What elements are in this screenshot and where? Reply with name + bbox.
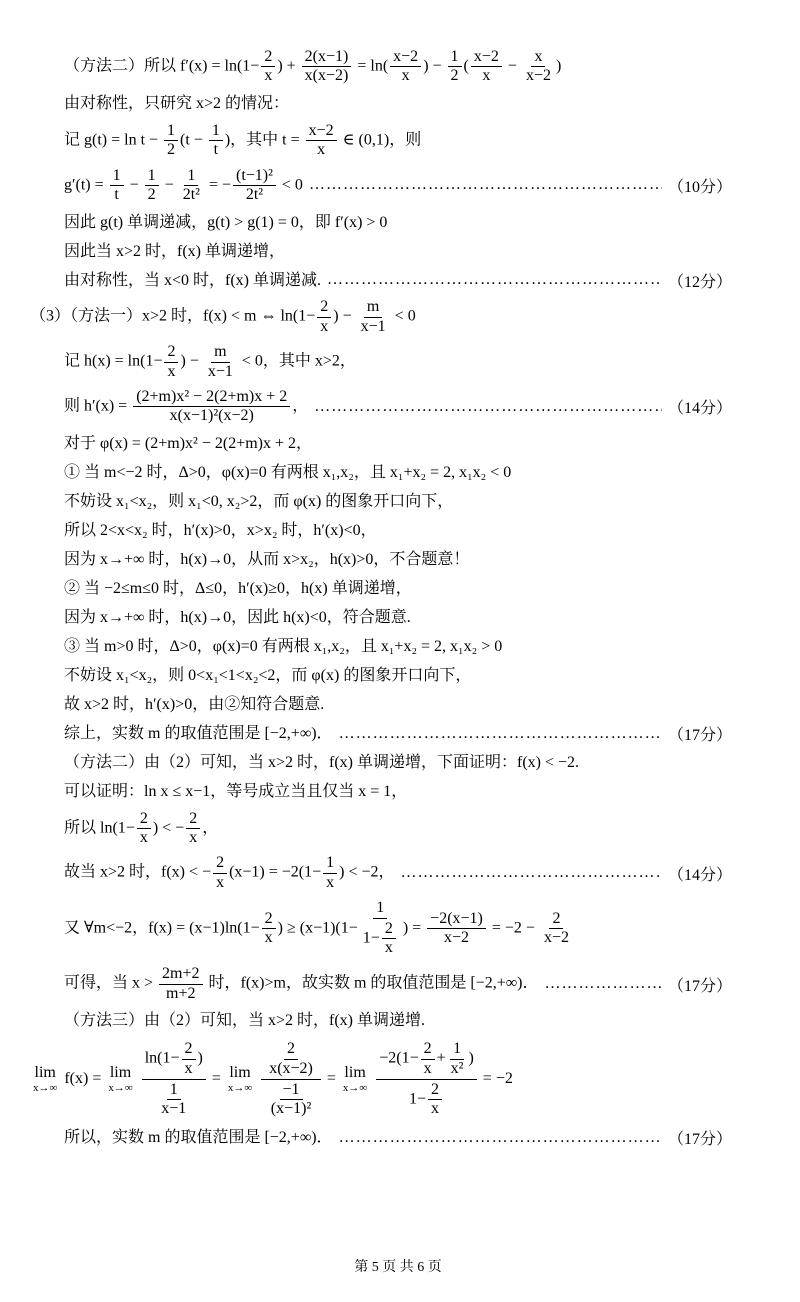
math-line [64, 577, 732, 601]
fraction: $\frac{\text{(t−1)²}}{\text{2t²}}$ [233, 167, 276, 205]
limit-operator: lim x→∞ [342, 1063, 368, 1094]
fraction: $\frac{2}{x}$ [164, 343, 178, 381]
math-expression: 可得，当 x > $\frac{2m+2}{m+2}$ 时，f(x)>m，故实数 m 的取值范围是 [−2,+∞)． [64, 965, 539, 1002]
fraction: $\frac{1}{2}$ [448, 48, 462, 86]
fraction: $\frac{1}{x-1}$ [161, 1080, 187, 1118]
math-line [64, 121, 732, 161]
fraction: $\frac{-2(x-1)}{x-2}$ [427, 910, 486, 948]
math-expression: 故 x>2 时，h′(x)>0，由②知符合题意. [64, 695, 325, 713]
math-expression: （方法三）由（2）可知，当 x>2 时，f(x) 单调递增. [64, 1012, 426, 1030]
math-line [64, 239, 732, 263]
math-expression: 所以，实数 m 的取值范围是 [−2,+∞)． [64, 1128, 333, 1146]
fraction: ln(1− $\frac{2}{x}$ ) $\frac{1}{x-1}$ [142, 1039, 206, 1120]
math-line [64, 1126, 732, 1150]
math-line [64, 606, 732, 630]
fraction: $\frac{x}{x-2}$ [525, 48, 551, 85]
math-line [64, 166, 732, 206]
math-expression: 记 g(t) = ln t − $\frac{1}{2}$ (t − $\frac{1}{t}$ )，其中 t = $\frac{x-2}{x}$ ∈ (0,1)，则 [64, 121, 422, 159]
dotted-leader [401, 864, 662, 882]
dotted-leader [339, 1129, 662, 1147]
fraction: $\frac{x-2}{x}$ [306, 122, 337, 160]
math-line [64, 548, 732, 572]
math-expression: 不妨设 x₁<x₂，则 x₁<0, x₂>2，而 φ(x) 的图象开口向下， [64, 492, 454, 510]
fraction: $\frac{1}{t}$ [110, 167, 124, 205]
score-annotation: （12分） [667, 273, 732, 291]
math-line [64, 1009, 732, 1033]
math-line [64, 722, 732, 746]
math-expression: g′(t) = $\frac{1}{t}$ − $\frac{1}{2}$ − $\frac{1}{\text{2t²}}$ = − $\frac{\text{(t−1)²}}{\text{2t²}}$ < 0 [64, 166, 303, 203]
math-line [64, 268, 732, 292]
fraction: $\frac{2}{x}$ [182, 1040, 196, 1078]
score-annotation: （10分） [667, 178, 732, 196]
math-line [64, 898, 732, 959]
math-expression: ① 当 m<−2 时，Δ>0，φ(x)=0 有两根 x₁,x₂，且 x₁+x₂ = 2, x₁x₂ < 0 [64, 463, 512, 481]
math-line [64, 635, 732, 659]
math-expression: 则 h′(x) = $\frac{\text{(2+m)x² − 2(2+m)x + 2}}{\text{x(x−1)²(x−2)}}$ ， [64, 387, 309, 425]
math-expression: 不妨设 x₁<x₂，则 0<x₁<1<x₂<2，而 φ(x) 的图象开口向下， [64, 666, 472, 684]
math-expression: 由对称性，当 x<0 时，f(x) 单调递减. [64, 271, 322, 289]
dotted-leader [309, 176, 662, 194]
dotted-leader [314, 398, 662, 416]
score-annotation: （14分） [667, 866, 732, 884]
fraction: $\frac{x-2}{x}$ [390, 48, 421, 86]
fraction: $\frac{2}{x-2}$ [543, 909, 569, 947]
fraction: $\frac{2}{x}$ [421, 1040, 435, 1078]
score-annotation: （17分） [667, 977, 732, 995]
math-line [64, 964, 732, 1004]
math-line [64, 461, 732, 485]
fraction: $\frac{1}{\text{2t²}}$ [182, 166, 200, 203]
fraction: $\frac{1}{2}$ [164, 122, 178, 160]
math-line [64, 751, 732, 775]
math-expression: 对于 φ(x) = (2+m)x² − 2(2+m)x + 2， [64, 434, 313, 452]
math-line [64, 853, 732, 893]
fraction: $\frac{1}{t}$ [209, 122, 223, 160]
dotted-leader [339, 725, 662, 743]
score-annotation: （17分） [667, 727, 732, 745]
math-line [64, 47, 732, 87]
math-line [64, 693, 732, 717]
math-expression: ② 当 −2≤m≤0 时，Δ≤0，h′(x)≥0，h(x) 单调递增， [64, 579, 412, 597]
math-line [30, 1038, 732, 1121]
fraction: $\frac{m}{x-1}$ [360, 298, 386, 335]
fraction: $\frac{2}{x}$ [137, 810, 151, 848]
math-line [64, 809, 732, 849]
fraction: $\frac{2}{x(x-2)}$ [269, 1040, 313, 1077]
fraction: $\frac{1}{\text{x²}}$ [450, 1040, 464, 1077]
math-expression: 因为 x→+∞ 时，h(x)→0，从而 x>x₂，h(x)>0，不合题意！ [64, 550, 470, 568]
math-expression: 因为 x→+∞ 时，h(x)→0，因此 h(x)<0，符合题意. [64, 608, 411, 626]
dotted-leader [327, 271, 662, 289]
math-expression: 由对称性，只研究 x>2 的情况： [64, 94, 290, 112]
math-expression: 因此 g(t) 单调递减，g(t) > g(1) = 0，即 f′(x) > 0 [64, 213, 388, 231]
fraction [261, 1039, 321, 1120]
fraction: $\frac{2}{x}$ [261, 48, 275, 86]
math-expression: 因此当 x>2 时，f(x) 单调递增， [64, 242, 286, 260]
math-line [64, 490, 732, 514]
fraction: $\frac{\text{(2+m)x² − 2(2+m)x + 2}}{\text{x(x−1)²(x−2)}}$ [133, 388, 290, 426]
math-line [64, 664, 732, 688]
dotted-leader [545, 975, 662, 993]
math-expression: lim x→∞ f(x) = lim x→∞ ln(1− $\frac{2}{x}$ ) $\frac{1}{x-1}$ = lim x→∞ $\frac{\frac{2}{x(x-2)}}{\frac{-1}{\text{(x−1)²}}}$ = lim x→∞ −2(1− $\frac{2}{x}$ + $\frac{1}{\text{x²}}$ ) 1− $\frac{2}{x}$ = −2 [30, 1038, 513, 1121]
fraction: $\frac{2}{x}$ [428, 1081, 442, 1119]
solution-lines [30, 42, 732, 1155]
math-expression: 又 ∀m<−2，f(x) = (x−1)ln(1− $\frac{2}{x}$ ) ≥ (x−1)(1− 1 1− $\frac{2}{x}$ ) = $\frac{-2(x-1)}{x-2}$ = −2 − $\frac{2}{x-2}$ [64, 898, 574, 959]
limit-operator: lim x→∞ [108, 1063, 133, 1094]
score-annotation: （14分） [667, 400, 732, 418]
fraction: $\frac{1}{2}$ [145, 167, 159, 205]
limit-operator: lim x→∞ [33, 1063, 58, 1094]
math-expression: 记 h(x) = ln(1− $\frac{2}{x}$ ) − $\frac{m}{x-1}$ < 0，其中 x>2， [64, 343, 356, 380]
math-expression: 所以 2<x<x₂ 时，h′(x)>0，x>x₂ 时，h′(x)<0， [64, 521, 377, 539]
math-expression: ③ 当 m>0 时，Δ>0，φ(x)=0 有两根 x₁,x₂，且 x₁+x₂ = 2, x₁x₂ > 0 [64, 637, 503, 655]
fraction: $\frac{m}{x-1}$ [207, 343, 233, 380]
math-expression: （3）（方法一）x>2 时，f(x) < m ⇔ ln(1− $\frac{2}{x}$ ) − $\frac{m}{x-1}$ < 0 [30, 298, 416, 335]
math-line [64, 210, 732, 234]
fraction: 1 1− $\frac{2}{x}$ [360, 899, 401, 958]
math-line [64, 342, 732, 382]
math-expression: 所以 ln(1− $\frac{2}{x}$ ) < − $\frac{2}{x}$ ， [64, 809, 219, 847]
math-line [64, 92, 732, 116]
fraction: −2(1− $\frac{2}{x}$ + $\frac{1}{\text{x²}}$ ) 1− $\frac{2}{x}$ [376, 1039, 477, 1120]
fraction: $\frac{2(x-1)}{x(x-2)}$ [302, 48, 352, 86]
math-expression: （方法二）所以 f′(x) = ln(1− $\frac{2}{x}$ ) + $\frac{2(x-1)}{x(x-2)}$ = ln( $\frac{x-2}{x}$ ) − $\frac{1}{2}$ ( $\frac{x-2}{x}$ − $\frac{x}{x-2}$ ) [64, 48, 562, 85]
fraction: $\frac{2}{x}$ [317, 298, 331, 336]
fraction: $\frac{2}{x}$ [382, 920, 396, 958]
fraction: $\frac{-1}{\text{(x−1)²}}$ [270, 1080, 312, 1118]
math-expression: （方法二）由（2）可知，当 x>2 时，f(x) 单调递增，下面证明：f(x) < −2. [64, 753, 580, 771]
limit-operator: lim x→∞ [227, 1063, 253, 1094]
fraction: $\frac{x-2}{x}$ [471, 48, 502, 86]
fraction: $\frac{2m+2}{m+2}$ [159, 965, 202, 1003]
math-line [64, 432, 732, 456]
fraction: $\frac{2}{x}$ [262, 910, 276, 948]
score-annotation: （17分） [667, 1131, 732, 1149]
math-expression: 故当 x>2 时，f(x) < − $\frac{2}{x}$ (x−1) = −2(1− $\frac{1}{x}$ ) < −2， [64, 854, 395, 891]
math-line [64, 519, 732, 543]
fraction: $\frac{2}{x}$ [213, 854, 227, 892]
math-line [64, 780, 732, 804]
math-expression: 可以证明：ln x ≤ x−1，等号成立当且仅当 x = 1， [64, 782, 408, 800]
math-expression: 综上，实数 m 的取值范围是 [−2,+∞)． [64, 724, 333, 742]
math-line [30, 297, 732, 337]
fraction: $\frac{1}{x}$ [323, 854, 337, 892]
page-footer: 第 5 页 共 6 页 [354, 1260, 442, 1275]
fraction: $\frac{2}{x}$ [186, 810, 200, 848]
math-line [64, 387, 732, 427]
